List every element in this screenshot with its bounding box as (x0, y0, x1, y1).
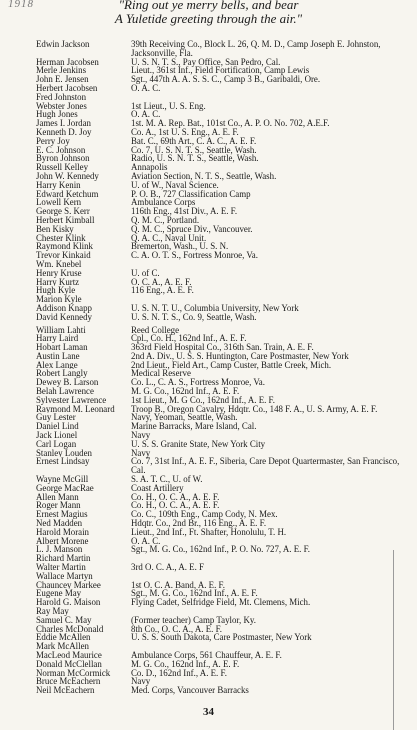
entry-name: Edwin Jackson (36, 40, 90, 49)
entry-service: Navy (131, 430, 151, 441)
entry-name: Hugh Kyle (36, 286, 76, 296)
entry-service: U. S. N. T. S., Co. 9, Seattle, Wash. (131, 311, 257, 322)
entry-service: U. of C. (131, 267, 160, 278)
entry-service: 1st O. C. A. Band, A. E. F. (131, 579, 225, 590)
roster-entry (36, 84, 411, 93)
page-header (0, 0, 417, 28)
entry-name: Herbert Jacobsen (36, 83, 98, 93)
corner-mark: 1918 (8, 0, 34, 10)
roster-entry (36, 554, 411, 563)
entry-name: Mark McAllen (36, 642, 89, 651)
entry-name: Dewey B. Larson (36, 378, 99, 388)
entry-name: Henry Kruse (36, 268, 82, 278)
entry-name: Merle Jenkins (36, 66, 87, 76)
entry-service: Co. A., 1st U. S. Eng., A. E. F. (131, 126, 239, 137)
entry-name: Lowell Kern (36, 198, 82, 208)
margin-rule (393, 550, 394, 730)
entry-name: Webster Jones (36, 101, 87, 111)
roster-entry (36, 207, 411, 216)
entry-service: 1st Lieut., U. S. Eng. (131, 100, 206, 111)
page-number: 34 (203, 706, 214, 718)
entry-service: O. A. C. (131, 109, 161, 120)
entry-name: Eddie McAllen (36, 633, 91, 643)
entry-service: Med. Corps, Vancouver Barracks (131, 685, 249, 696)
entry-name: Allen Mann (36, 492, 79, 502)
roster-entry (36, 545, 411, 554)
entry-service: Co. H., O. C. A., A. E. F. (131, 500, 220, 511)
entry-service: Bremerton, Wash., U. S. N. (131, 241, 229, 252)
entry-service: M. G. Co., 162nd Inf., A. E. F. (131, 658, 240, 669)
entry-name: Kenneth D. Joy (36, 127, 92, 137)
entry-name: Stanley Louden (36, 448, 92, 458)
entry-service: (Former teacher) Camp Taylor, Ky. (131, 614, 256, 625)
entry-name: Belah Lawrence (36, 387, 94, 396)
roster-entry (36, 493, 411, 502)
entry-name: Daniel Lind (36, 422, 79, 432)
entry-name: Wallace Martyn (36, 571, 93, 581)
entry-service: M. G. Co., 162nd Inf., A. E. F. (131, 386, 240, 397)
entry-name: Trevor Kinkaid (36, 251, 91, 260)
entry-service: 3rd O. C. A., A. E. F (131, 562, 204, 573)
entry-service: U. of W., Naval Science. (131, 179, 219, 190)
entry-service: Sgt., M. G. Co., 162nd Inf., A. E. F. (131, 588, 258, 599)
entry-service: U. S. N. T. S., Pay Office, San Pedro, Cal. (131, 56, 281, 67)
entry-service: U. S. S. South Dakota, Care Postmaster, New York (131, 632, 312, 643)
entry-service: 1st. M. A. Rep. Bat., 101st Co., A. P. O. No. 702, A.E.F. (131, 118, 330, 129)
roster-entry (36, 669, 411, 678)
roster-entry (36, 633, 411, 642)
entry-name: Harold G. Maison (36, 598, 101, 607)
entry-name: Herman Jacobsen (36, 57, 99, 67)
entry-name: E. C. Johnson (36, 145, 86, 155)
entry-name: Fred Johnston (36, 92, 87, 102)
roster-entry (36, 475, 411, 484)
entry-service: Hdqtr. Co., 2nd Br., 116 Eng., A. E. F. (131, 518, 267, 529)
entry-name: Sylvester Lawrence (36, 395, 107, 405)
entry-name: Byron Johnson (36, 154, 90, 164)
entry-name: Ben Kisky (36, 224, 74, 234)
roster-entry (36, 440, 411, 449)
roster-entry (36, 686, 411, 695)
roster-entry (36, 563, 411, 572)
entry-name: Robert Langly (36, 369, 88, 379)
entry-service: Radio, U. S. N. T. S., Seattle, Wash. (131, 153, 259, 164)
entry-name: Marion Kyle (36, 295, 82, 304)
roster-entry (36, 251, 411, 260)
entry-service: Navy (131, 447, 151, 458)
entry-name: Donald McClellan (36, 659, 102, 669)
roster-entry (36, 154, 411, 163)
entry-service: 8th Co., O. C. A., A. E. F. (131, 623, 223, 634)
entry-name: Albert Morene (36, 536, 89, 546)
entry-name: Neil McEachern (36, 686, 95, 695)
entry-service: Sgt., 447th A. A. S. S. C., Camp 3 B., Garibaldi, Ore. (131, 74, 321, 85)
roster-entry (36, 102, 411, 111)
entry-name: Norman McCormick (36, 668, 111, 678)
entry-service: O. A. C. (131, 535, 161, 546)
entry-service: Ambulance Corps (131, 197, 196, 208)
entry-service: Cpl., Co. H., 162nd Inf., A. E. F. (131, 333, 247, 344)
entry-service: Lieut., 361st Inf., Field Fortification, Camp Lewis (131, 65, 310, 76)
entry-name: L. J. Manson (36, 545, 83, 555)
entry-service: P. O. B., 727 Classification Camp (131, 188, 251, 199)
entry-name: Wm. Knebel (36, 259, 82, 269)
roster-entry (36, 93, 411, 102)
entry-name: Eugene May (36, 589, 82, 599)
entry-name: Hugh Jones (36, 110, 78, 120)
entry-service: Flying Cadet, Selfridge Field, Mt. Clemens, Mich. (131, 597, 311, 608)
entry-name: Chester Klink (36, 233, 86, 243)
entry-name: John E. Jensen (36, 75, 89, 84)
entry-name: Raymond M. Leonard (36, 404, 115, 414)
entry-name: Ernest Magius (36, 510, 88, 520)
entry-name: Carl Logan (36, 439, 77, 449)
roster-entry (36, 172, 411, 181)
entry-service: C. A. O. T. S., Fortress Monroe, Va. (131, 250, 258, 261)
entry-service: Lieut., 2nd Inf., Ft. Shafter, Honolulu, T. H. (131, 526, 287, 537)
roster-entry (36, 225, 411, 234)
entry-service: Co. 7, U. S. N. T. S., Seattle, Wash. (131, 144, 257, 155)
entry-service: Co. D., 162nd Inf., A. E. F. (131, 667, 227, 678)
entry-name: Wayne McGill (36, 475, 89, 484)
roster-entry (36, 190, 411, 199)
roster-entry (36, 260, 411, 269)
entry-service: Bat. C., 69th Art., C. A. C., A. E. F. (131, 135, 257, 146)
entry-name: James I. Jordan (36, 119, 91, 128)
roster-entry (36, 278, 411, 287)
entry-name: Addison Knapp (36, 303, 92, 313)
entry-service: Sgt., M. G. Co., 162nd Inf., P. O. No. 727, A. E. F. (131, 544, 311, 555)
roster-entry (36, 269, 411, 278)
entry-service: Aviation Section, N. T. S., Seattle, Wash. (131, 170, 277, 181)
entry-service: 116th Eng., 41st Div., A. E. F. (131, 206, 238, 217)
entry-name: John W. Kennedy (36, 171, 99, 181)
entry-name: Guy Lester (36, 413, 76, 423)
roster-entry (36, 528, 411, 537)
entry-service: 363rd Field Hospital Co., 316th San. Train, A. E. F. (131, 342, 314, 353)
entry-service: Ambulance Corps, 561 Chauffeur, A. E. F. (131, 649, 282, 660)
entry-name: Walter Martin (36, 563, 86, 572)
entry-service: Marine Barracks, Mare Island, Cal. (131, 421, 257, 432)
entry-name: Ned Madden (36, 519, 83, 528)
entry-service: 116 Eng., A. E. F. (131, 285, 194, 296)
entry-name: Edward Ketchum (36, 189, 99, 199)
entry-name: Ernest Lindsay (36, 457, 90, 467)
entry-name: Harry Laird (36, 334, 79, 344)
entry-name: Roger Mann (36, 501, 81, 511)
entry-name: David Kennedy (36, 312, 92, 322)
entry-service: Medical Reserve (131, 368, 191, 379)
roster-entry (36, 616, 411, 625)
entry-name: Jack Lionel (36, 431, 78, 440)
roster-entry (36, 313, 411, 322)
entry-service: Co. H., O. C. A., A. E. F. (131, 491, 220, 502)
entry-name: Samuel C. May (36, 615, 92, 625)
entry-name: Russell Kelley (36, 163, 89, 172)
roster-entry (36, 40, 411, 58)
entry-name: Hobart Laman (36, 343, 88, 352)
roster-entry (36, 361, 411, 370)
entry-name: Harry Kenin (36, 180, 81, 190)
roster-entry (36, 422, 411, 431)
roster-entry (36, 598, 411, 607)
entry-name: Charles McDonald (36, 624, 104, 634)
entry-service: Q. M. C., Portland. (131, 214, 200, 225)
entry-service: 2nd A. Div., U. S. S. Huntington, Care Postmaster, New York (131, 350, 349, 361)
entry-name: MacLeod Maurice (36, 650, 102, 660)
entry-name: George MacRae (36, 483, 94, 493)
entry-service: O. C. A., A. E. F. (131, 276, 192, 287)
entry-name: Harry Kurtz (36, 277, 80, 287)
entry-service: 1st Lieut., M. G Co., 162nd Inf., A. E. F. (131, 394, 276, 405)
roster-entry (36, 75, 411, 84)
entry-name: Raymond Klink (36, 242, 93, 252)
entry-service: S. A. T. C., U. of W. (131, 474, 203, 485)
entry-service: 39th Receiving Co., Block L. 26, Q. M. D., Camp Joseph E. Johnston, Jacksonville, Fla. (131, 39, 381, 58)
roster-list (36, 40, 411, 695)
entry-service: Co. 7, 31st Inf., A. E. F., Siberia, Care Depot Quartermaster, San Francisco, Cal. (131, 456, 400, 476)
entry-service: Q. A. C., Naval Unit. (131, 232, 207, 243)
entry-name: William Lahti (36, 325, 86, 335)
entry-name: George S. Kerr (36, 207, 90, 216)
entry-service: Navy (131, 676, 151, 687)
roster-entry (36, 286, 411, 295)
entry-name: Richard Martin (36, 554, 91, 564)
entry-service: Annapolis (131, 162, 168, 173)
roster-entry (36, 484, 411, 493)
entry-name: Perry Joy (36, 136, 70, 146)
entry-name: Austin Lane (36, 351, 80, 361)
entry-service: U. S. N. T. U., Columbia University, New York (131, 302, 299, 313)
entry-service: Troop B., Oregon Cavalry, Hdqtr. Co., 148 F. A., U. S. Army, A. E. F. (131, 403, 378, 414)
entry-service: Co. L., C. A. S., Fortress Monroe, Va. (131, 377, 265, 388)
entry-service: Coast Artillery (131, 482, 184, 493)
entry-name: Alex Lange (36, 360, 78, 370)
entry-name: Ray May (36, 607, 69, 616)
entry-service: U. S. S. Granite State, New York City (131, 438, 266, 449)
entry-name: Herbert Kimball (36, 215, 95, 225)
header-verse-line-2: A Yuletide greeting through the air." (114, 11, 303, 26)
entry-service: 2nd Lieut., Field Art., Camp Custer, Battle Creek, Mich. (131, 359, 332, 370)
entry-service: Navy, Yeoman, Seattle, Wash. (131, 412, 238, 423)
entry-service: Reed College (131, 324, 180, 335)
entry-name: Harold Morain (36, 527, 89, 537)
entry-name: Chauncey Markee (36, 580, 101, 590)
entry-service: O. A. C. (131, 82, 161, 93)
entry-service: Co. C., 109th Eng., Camp Cody, N. Mex. (131, 509, 278, 520)
header-verse-line-1: "Ring out ye merry bells, and bear (118, 0, 299, 12)
entry-service: Q. M. C., Spruce Div., Vancouver. (131, 223, 253, 234)
entry-name: Bruce McEachern (36, 677, 101, 687)
roster-entry (36, 457, 411, 475)
